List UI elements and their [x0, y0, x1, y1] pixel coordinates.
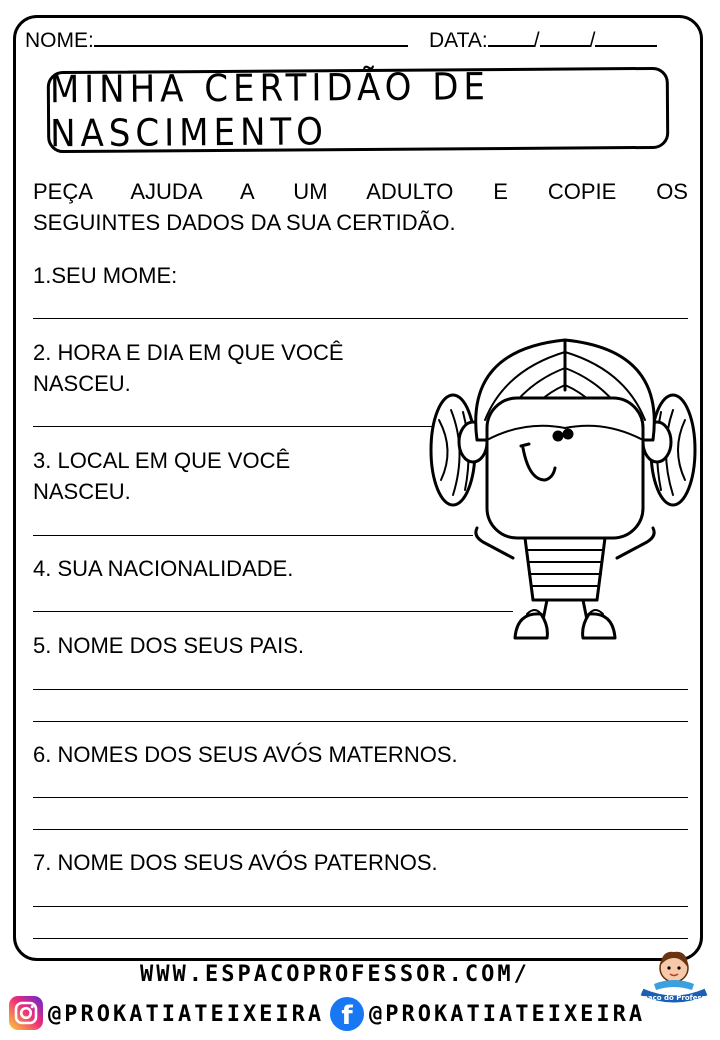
instagram-handle[interactable]: @PROKATIATEIXEIRA [48, 1002, 325, 1027]
question-2-line-2: NASCEU. [33, 371, 131, 396]
instructions-line-1: PEÇA AJUDA A UM ADULTO E COPIE OS [33, 179, 688, 204]
date-year-blank[interactable] [595, 27, 657, 47]
answer-line-6a[interactable] [33, 797, 688, 798]
question-1: 1.SEU MOME: [33, 263, 178, 288]
answer-line-5a[interactable] [33, 689, 688, 690]
date-field[interactable] [429, 27, 657, 54]
question-3-line-2: NASCEU. [33, 479, 131, 504]
website-link[interactable]: WWW.ESPACOPROFESSOR.COM/ [140, 962, 530, 987]
question-3-line-1: 3. LOCAL EM QUE VOCÊ [33, 448, 291, 473]
answer-line-6b[interactable] [33, 829, 688, 830]
date-month-blank[interactable] [540, 27, 590, 47]
question-6: 6. NOMES DOS SEUS AVÓS MATERNOS. [33, 742, 458, 767]
name-field[interactable] [25, 27, 408, 54]
answer-line-7a[interactable] [33, 906, 688, 907]
instagram-glyph-icon [9, 996, 43, 1030]
facebook-icon[interactable]: f [330, 997, 364, 1031]
date-label: DATA: [429, 29, 488, 52]
question-2-line-1: 2. HORA E DIA EM QUE VOCÊ [33, 340, 344, 365]
date-separator: / [589, 29, 596, 52]
title-box [47, 65, 670, 157]
question-5: 5. NOME DOS SEUS PAIS. [33, 633, 304, 658]
answer-line-3[interactable] [33, 535, 473, 536]
question-4: 4. SUA NACIONALIDADE. [33, 556, 294, 581]
girl-illustration [425, 330, 705, 650]
logo-text: Espaço do Professor [634, 994, 714, 1002]
answer-line-5b[interactable] [33, 721, 688, 722]
name-label: NOME: [25, 29, 94, 52]
date-separator: / [533, 29, 540, 52]
espaco-professor-logo [634, 946, 714, 1008]
instagram-icon[interactable] [9, 996, 43, 1030]
page-title: MINHA CERTIDÃO DE NASCIMENTO [49, 65, 491, 157]
instructions [33, 176, 688, 238]
instructions-line-2: SEGUINTES DADOS DA SUA CERTIDÃO. [33, 210, 456, 235]
date-day-blank[interactable] [488, 27, 534, 47]
answer-line-1[interactable] [33, 318, 688, 319]
question-7: 7. NOME DOS SEUS AVÓS PATERNOS. [33, 850, 438, 875]
answer-line-7b[interactable] [33, 938, 688, 939]
name-blank[interactable] [94, 27, 408, 47]
answer-line-2[interactable] [33, 426, 438, 427]
facebook-handle[interactable]: @PROKATIATEIXEIRA [369, 1002, 646, 1027]
